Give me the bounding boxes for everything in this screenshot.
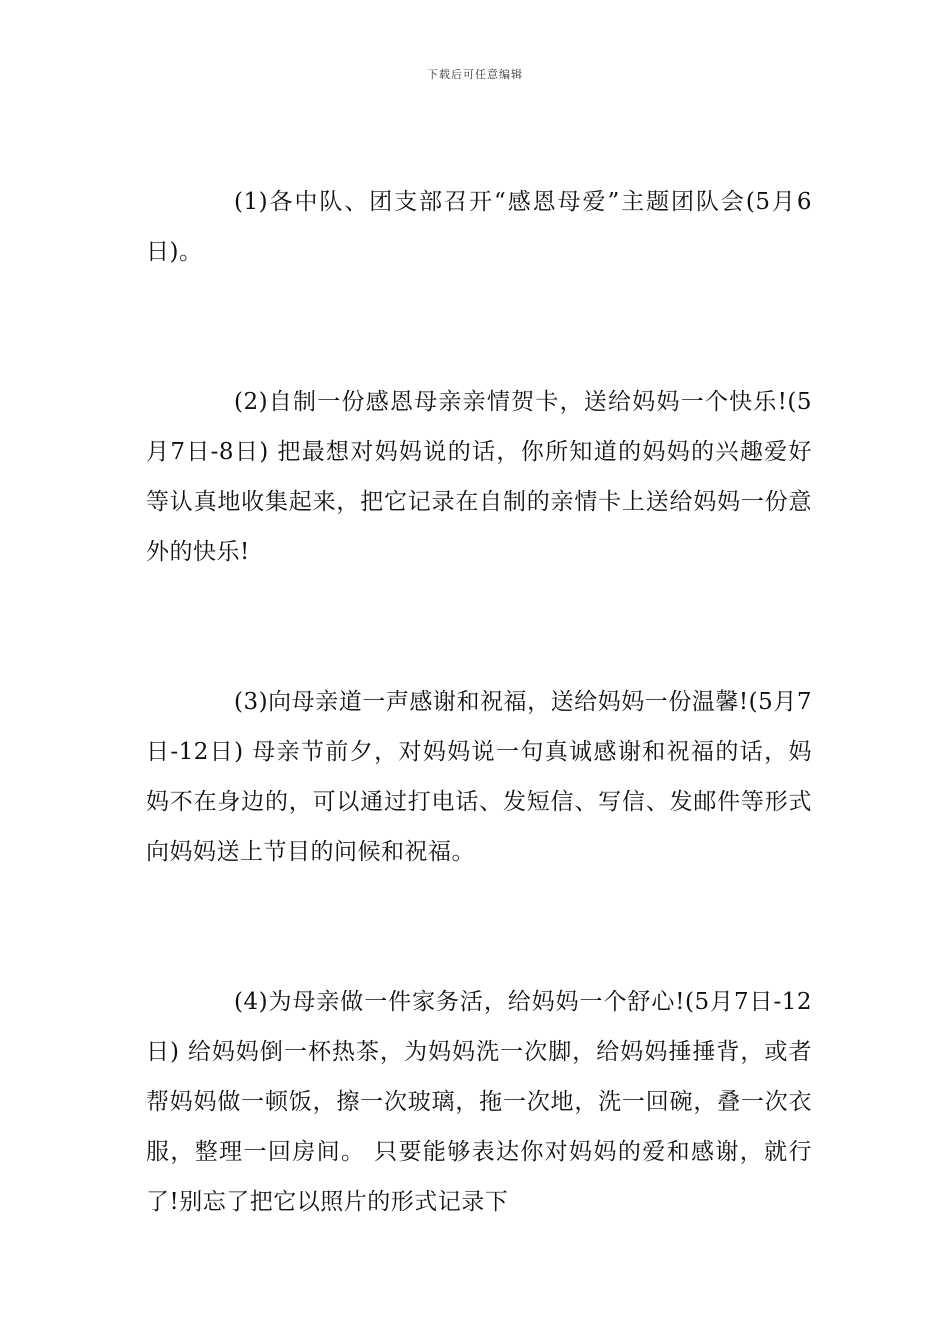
paragraph-2: (2)自制一份感恩母亲亲情贺卡，送给妈妈一个快乐!(5月7日-8日) 把最想对妈妈说的话，你所知道的妈妈的兴趣爱好等认真地收集起来，把它记录在自制的亲情卡上送给妈妈一份意外的快乐! (146, 389, 812, 565)
paragraph-3: (3)向母亲道一声感谢和祝福，送给妈妈一份温馨!(5月7日-12日) 母亲节前夕，对妈妈说一句真诚感谢和祝福的话，妈妈不在身边的，可以通过打电话、发短信、写信、发邮件等形式向妈妈送上节目的问候和祝福。 (146, 689, 812, 865)
paragraph-1: (1)各中队、团支部召开“感恩母爱”主题团队会(5月6日)。 (146, 189, 812, 265)
page-header-note: 下载后可任意编辑 (427, 68, 523, 81)
paragraph-4: (4)为母亲做一件家务活，给妈妈一个舒心!(5月7日-12日) 给妈妈倒一杯热茶，为妈妈洗一次脚，给妈妈捶捶背，或者帮妈妈做一顿饭，擦一次玻璃，拖一次地，洗一回碗，叠一次衣服，整理一回房间。 只要能够表达你对妈妈的爱和感谢，就行了!别忘了把它以照片的形式记录下 (146, 989, 812, 1215)
document-body (146, 177, 812, 1227)
